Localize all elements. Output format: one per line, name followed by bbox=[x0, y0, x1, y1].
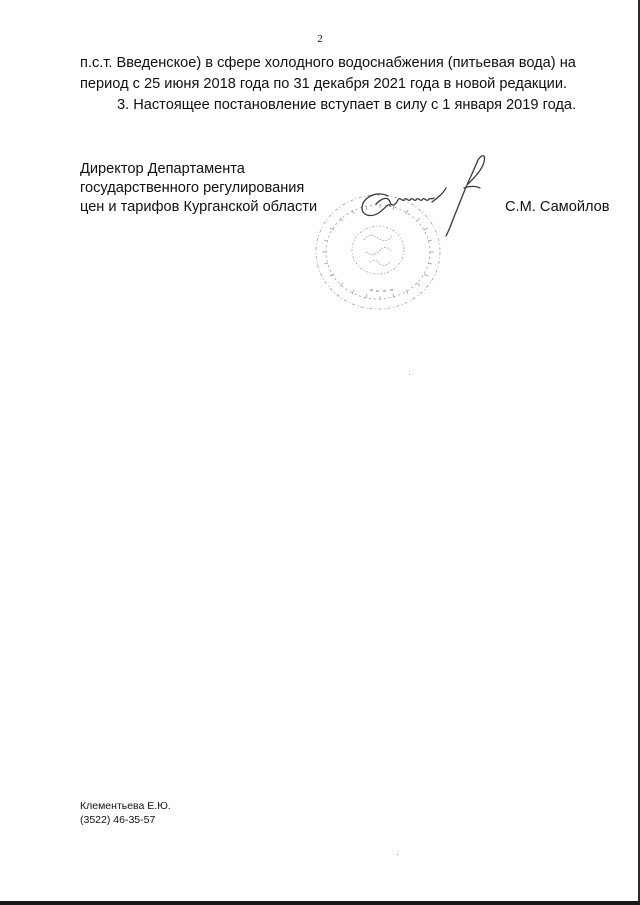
handwritten-signature-icon bbox=[362, 156, 485, 236]
paragraph-continuation-line-1: п.с.т. Введенское) в сфере холодного водоснабжения (питьевая вода) на bbox=[80, 55, 576, 71]
scan-speck bbox=[397, 854, 398, 855]
position-line-3: цен и тарифов Курганской области bbox=[80, 199, 318, 215]
scan-edge-bottom bbox=[0, 901, 640, 905]
seal-and-signature bbox=[300, 140, 500, 315]
position-line-2: государственного регулирования bbox=[80, 180, 305, 196]
executor-phone: (3522) 46-35-57 bbox=[80, 814, 156, 826]
scan-speck bbox=[409, 374, 410, 375]
signer-name: С.М. Самойлов bbox=[505, 199, 610, 215]
seal-icon bbox=[316, 195, 440, 309]
page-number: 2 bbox=[317, 33, 323, 45]
seal-stamp-graphic bbox=[300, 140, 500, 315]
position-line-1: Директор Департамента bbox=[80, 161, 245, 177]
paragraph-effective-date: 3. Настоящее постановление вступает в силу с 1 января 2019 года. bbox=[117, 97, 577, 113]
paragraph-continuation-line-2: период с 25 июня 2018 года по 31 декабря 2021 года в новой редакции. bbox=[80, 76, 568, 92]
document-body bbox=[80, 53, 597, 116]
executor-contacts bbox=[80, 799, 171, 827]
executor-name: Клементьева Е.Ю. bbox=[80, 800, 171, 812]
